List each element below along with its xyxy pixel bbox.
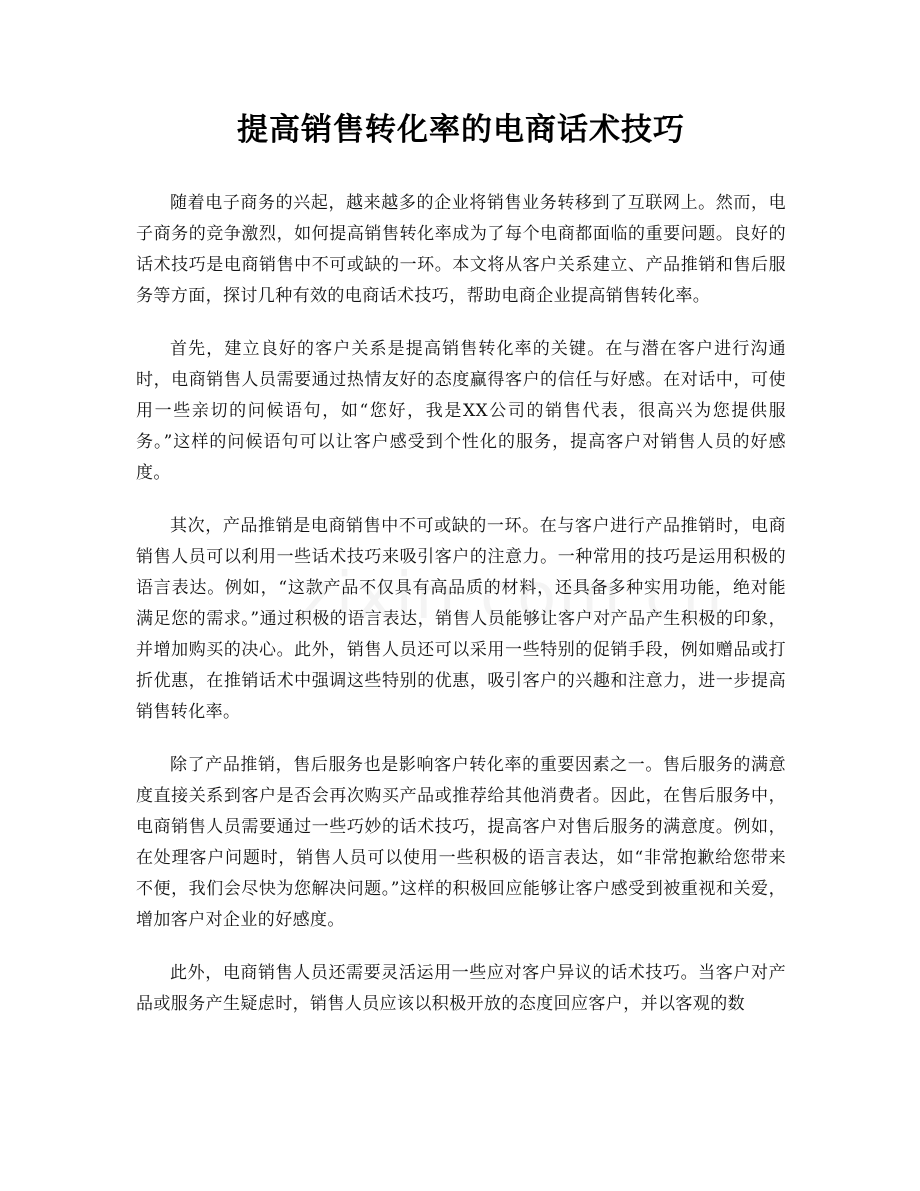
paragraph-after-sales: 除了产品推销，售后服务也是影响客户转化率的重要因素之一。售后服务的满意度直接关系到客户是否会再次购买产品或推荐给其他消费者。因此，在售后服务中，电商销售人员需要通过一些巧妙的话术技巧，提高客户对售后服务的满意度。例如，在处理客户问题时，销售人员可以使用一些积极的语言表达，如“非常抱歉给您带来不便，我们会尽快为您解决问题。”这样的积极回应能够让客户感受到被重视和关爱，增加客户对企业的好感度。: [136, 755, 786, 930]
paragraph-intro: 随着电子商务的兴起，越来越多的企业将销售业务转移到了互联网上。然而，电子商务的竞争激烈，如何提高销售转化率成为了每个电商都面临的重要问题。良好的话术技巧是电商销售中不可或缺的一环。本文将从客户关系建立、产品推销和售后服务等方面，探讨几种有效的电商话术技巧，帮助电商企业提高销售转化率。: [136, 193, 786, 306]
paragraph-objection-handling: 此外，电商销售人员还需要灵活运用一些应对客户异议的话术技巧。当客户对产品或服务产生疑虑时，销售人员应该以积极开放的态度回应客户，并以客观的数: [136, 963, 786, 1014]
document-title: 提高销售转化率的电商话术技巧: [237, 112, 685, 148]
paragraph-product-promotion: 其次，产品推销是电商销售中不可或缺的一环。在与客户进行产品推销时，电商销售人员可以利用一些话术技巧来吸引客户的注意力。一种常用的技巧是运用积极的语言表达。例如，“这款产品不仅具有高品质的材料，还具备多种实用功能，绝对能满足您的需求。”通过积极的语言表达，销售人员能够让客户对产品产生积极的印象，并增加购买的决心。此外，销售人员还可以采用一些特别的促销手段，例如赠品或打折优惠，在推销话术中强调这些特别的优惠，吸引客户的兴趣和注意力，进一步提高销售转化率。: [136, 516, 786, 722]
paragraph-customer-relationship: 首先，建立良好的客户关系是提高销售转化率的关键。在与潜在客户进行沟通时，电商销售人员需要通过热情友好的态度赢得客户的信任与好感。在对话中，可使用一些亲切的问候语句，如“您好，我是XX公司的销售代表，很高兴为您提供服务。”这样的问候语句可以让客户感受到个性化的服务，提高客户对销售人员的好感度。: [136, 339, 786, 483]
